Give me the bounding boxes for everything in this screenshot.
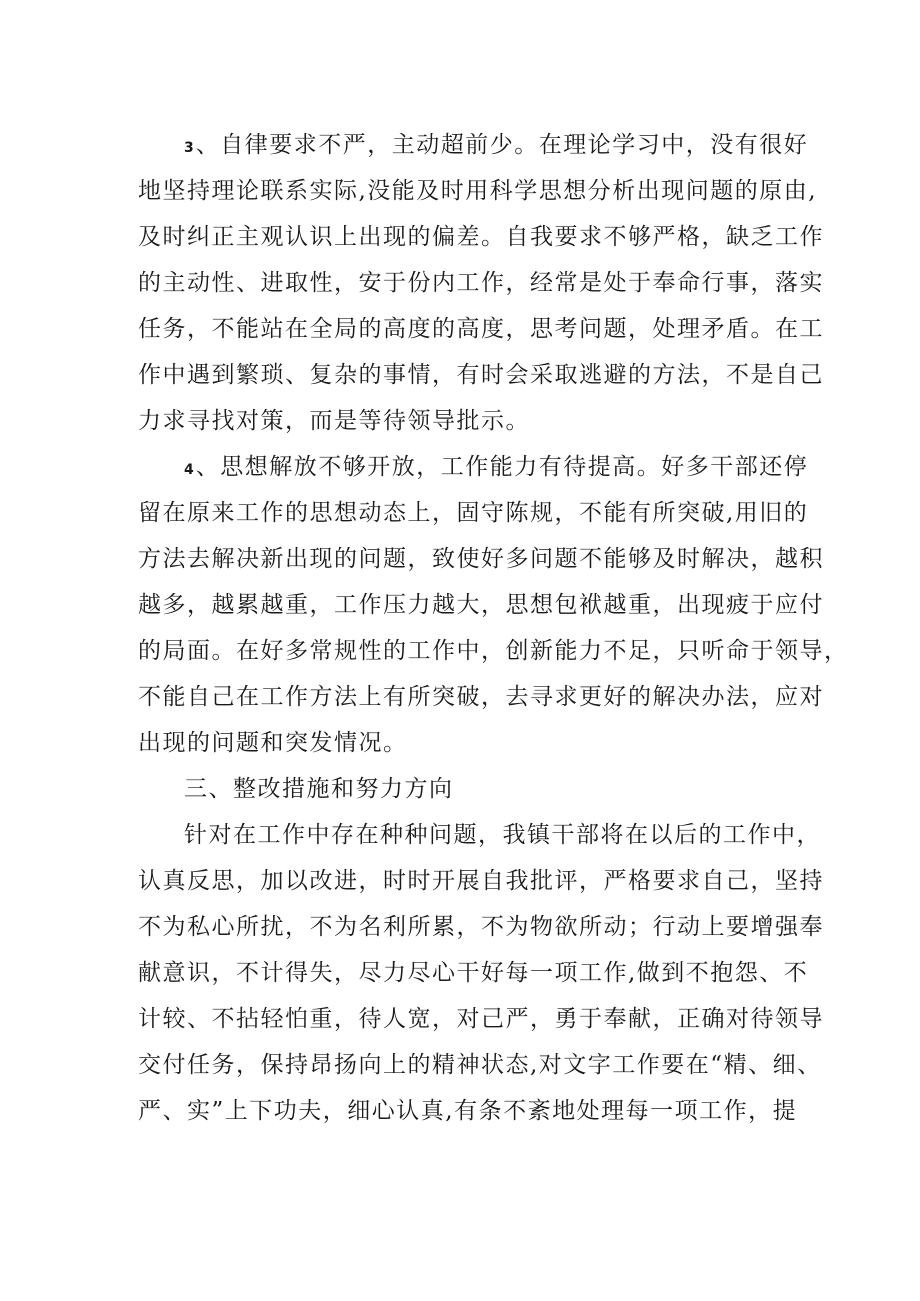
paragraph-4-line-2: 留在原来工作的思想动态上，固守陈规，不能有所突破,用旧的 <box>138 500 809 526</box>
paragraph-5-line-3: 不为私心所扰，不为名利所累，不为物欲所动；行动上要增强奉 <box>138 914 824 940</box>
paragraph-4-line-3: 方法去解决新出现的问题，致使好多问题不能够及时解决，越积 <box>138 546 824 572</box>
section-heading: 三、整改措施和努力方向 <box>184 776 454 802</box>
paragraph-4-line-6: 不能自己在工作方法上有所突破，去寻求更好的解决办法，应对 <box>138 684 824 710</box>
paragraph-4-line-4: 越多，越累越重，工作压力越大，思想包袱越重，出现疲于应付 <box>138 592 824 618</box>
paragraph-4-line-1 <box>138 444 809 490</box>
paragraph-5-line-5: 计较、不拈轻怕重，待人宽，对己严，勇于奉献，正确对待领导 <box>138 1006 824 1032</box>
paragraph-3-line-4: 的主动性、进取性，安于份内工作，经常是处于奉命行事，落实 <box>138 270 824 296</box>
paragraph-3-line-3: 及时纠正主观认识上出现的偏差。自我要求不够严格，缺乏工作 <box>138 224 824 250</box>
paragraph-5-line-7: 严、实”上下功夫，细心认真,有条不紊地处理每一项工作，提 <box>138 1098 798 1124</box>
paragraph-3-line-2: 地坚持理论联系实际,没能及时用科学思想分析出现问题的原由, <box>138 178 818 204</box>
paragraph-4-line-1-text: 、思想解放不够开放，工作能力有待提高。好多干部还停 <box>195 454 809 480</box>
paragraph-4-line-7: 出现的问题和突发情况。 <box>138 730 408 756</box>
paragraph-5 <box>138 812 824 1134</box>
paragraph-3-line-6: 作中遇到繁琐、复杂的事情，有时会采取逃避的方法，不是自己 <box>138 362 824 388</box>
paragraph-5-line-1: 针对在工作中存在种种问题，我镇干部将在以后的工作中， <box>184 822 821 848</box>
paragraph-4 <box>138 444 849 766</box>
paragraph-3-line-5: 任务，不能站在全局的高度的高度，思考问题，处理矛盾。在工 <box>138 316 824 342</box>
paragraph-5-line-6: 交付任务，保持昂扬向上的精神状态,对文字工作要在“精、细、 <box>138 1052 822 1078</box>
paragraph-3-number: 3 <box>184 140 194 156</box>
paragraph-3-line-1 <box>138 122 809 168</box>
paragraph-3 <box>138 122 824 444</box>
paragraph-5-line-2: 认真反思，加以改进，时时开展自我批评，严格要求自己，坚持 <box>138 868 824 894</box>
paragraph-3-line-1-text: 、自律要求不严，主动超前少。在理论学习中，没有很好 <box>195 132 809 158</box>
document-body <box>138 122 849 1134</box>
paragraph-5-line-4: 献意识，不计得失，尽力尽心干好每一项工作,做到不抱怨、不 <box>138 960 809 986</box>
paragraph-4-line-5: 的局面。在好多常规性的工作中，创新能力不足，只听命于领导， <box>138 638 849 664</box>
paragraph-3-line-7: 力求寻找对策，而是等待领导批示。 <box>138 408 530 434</box>
paragraph-4-number: 4 <box>184 462 194 478</box>
